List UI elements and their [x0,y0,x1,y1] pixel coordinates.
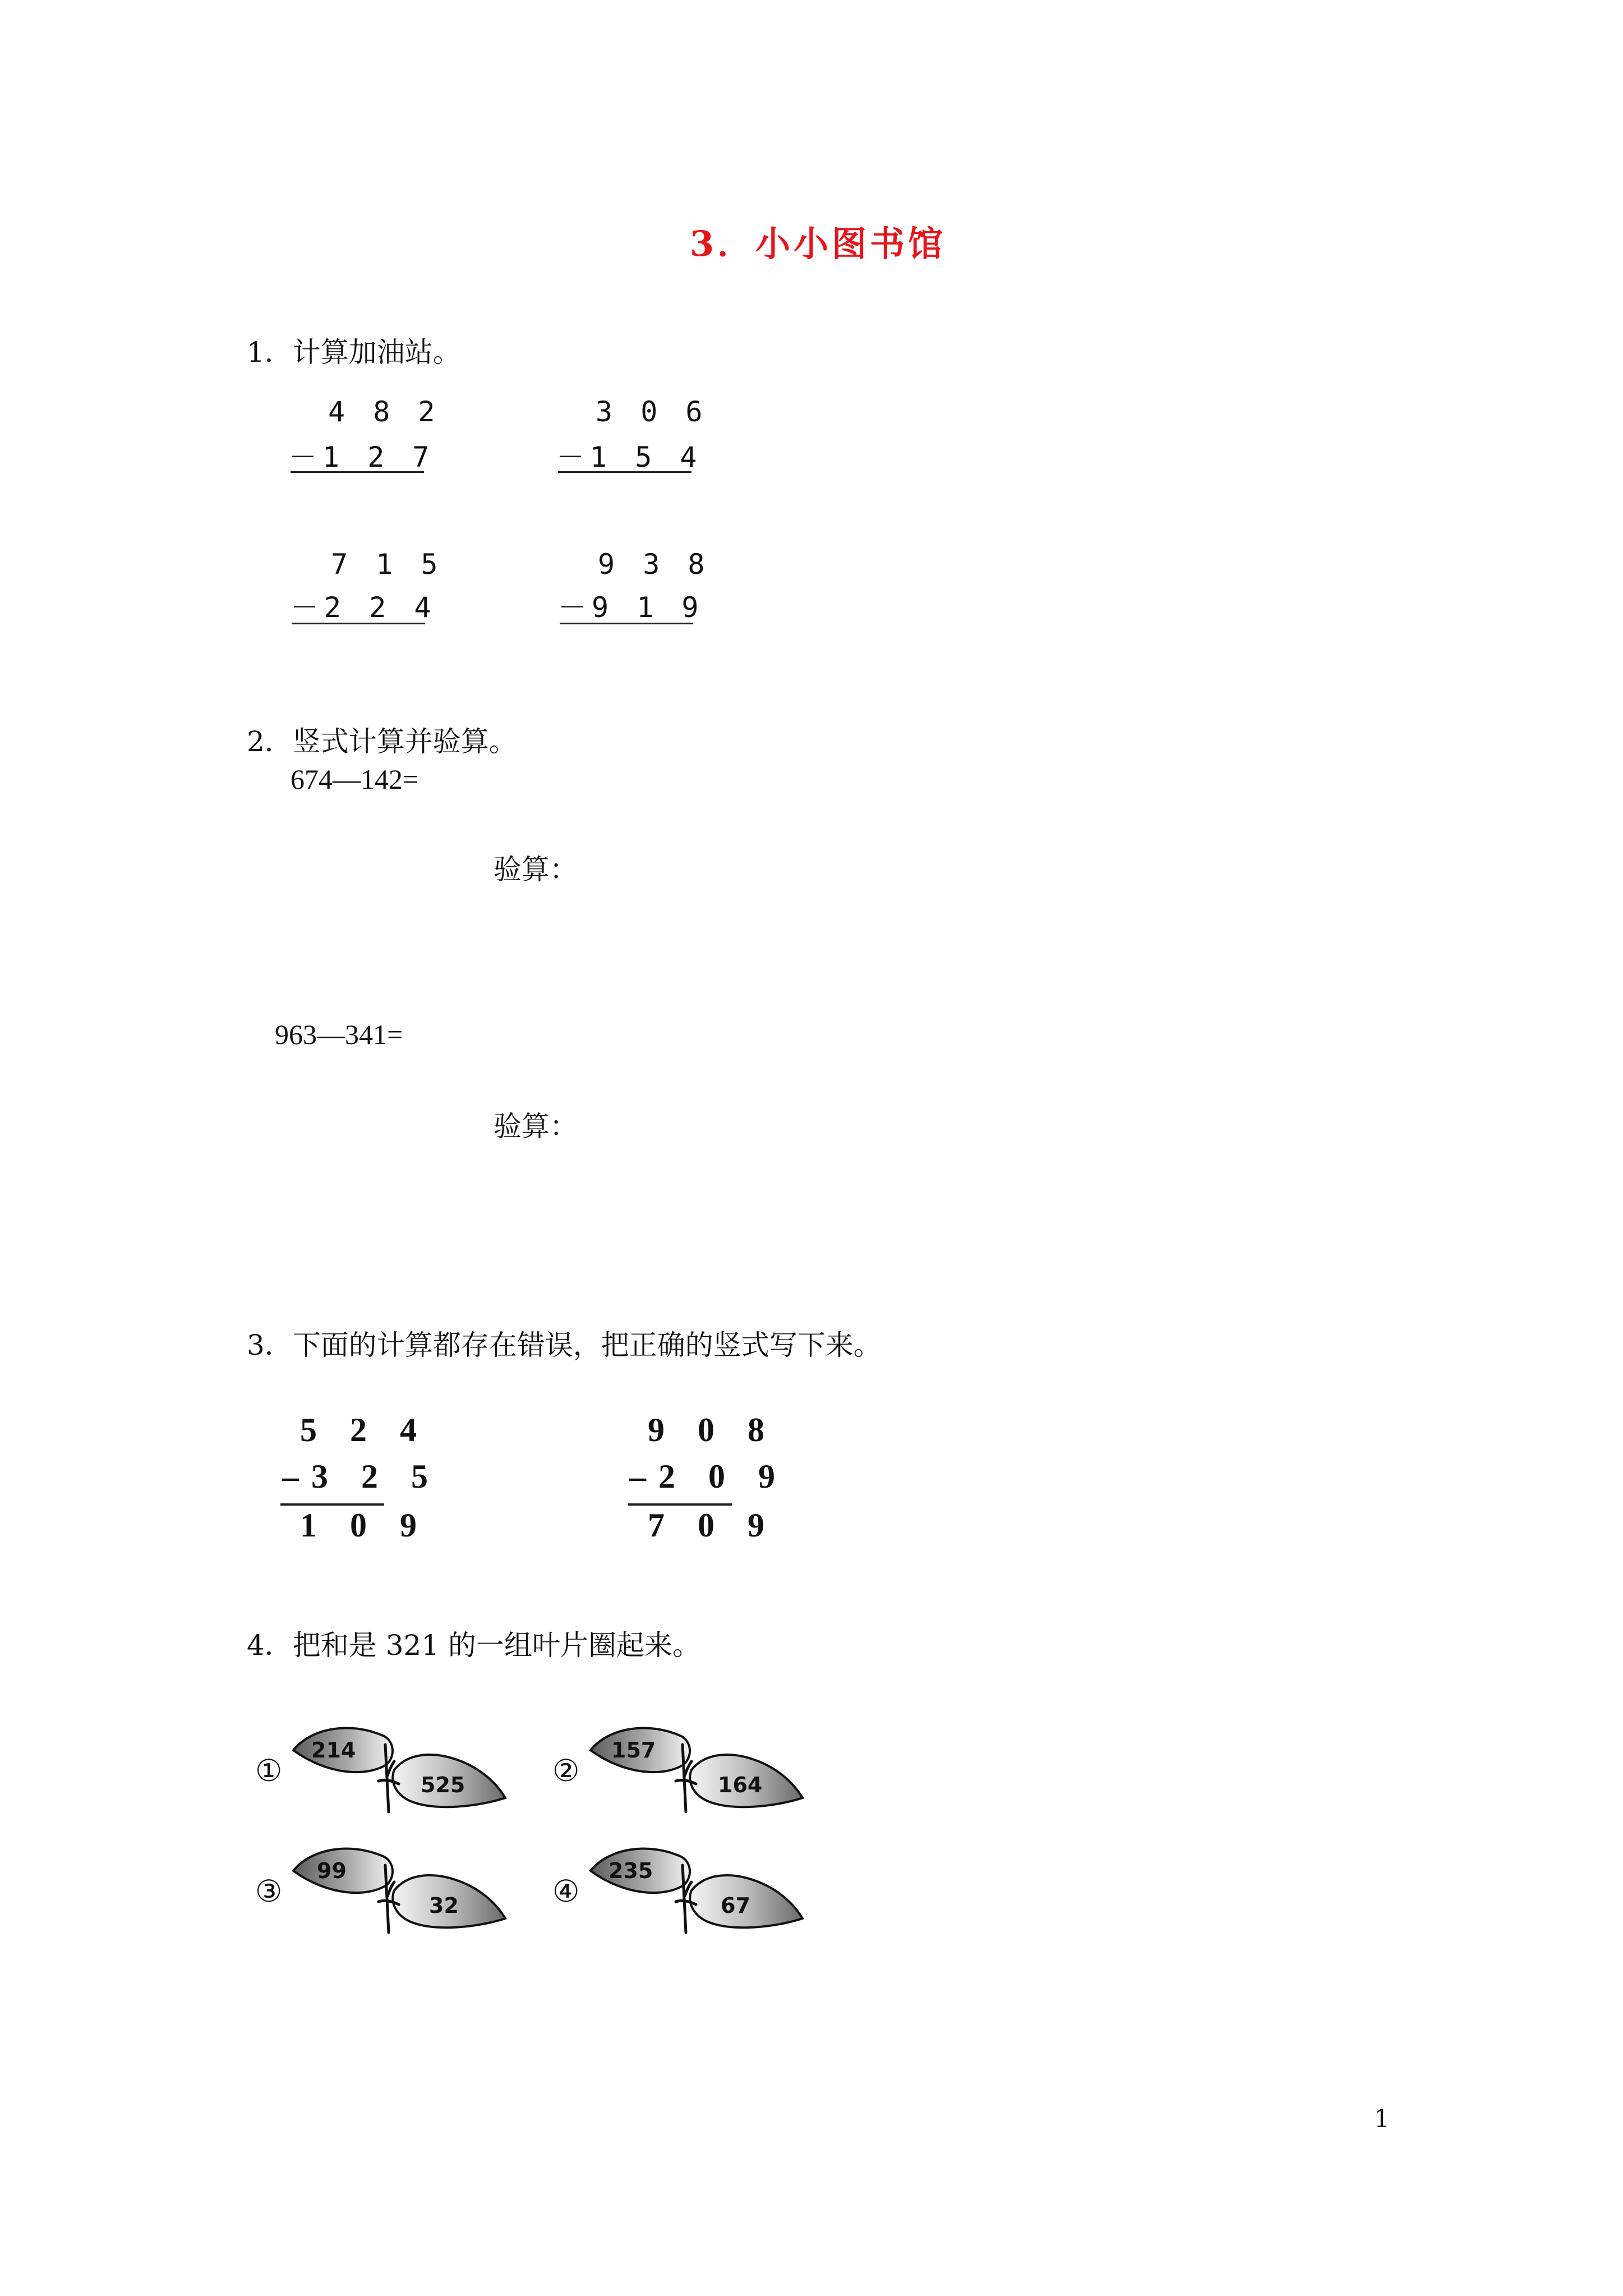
q2-check-2-label: 验算： [494,1110,578,1143]
leaf-pair-1-left-value: 214 [311,1738,356,1763]
leaf-pair-4-left-value: 235 [608,1858,653,1883]
question-4-label: 4．把和是 321 的一组叶片圈起来。 [247,1629,701,1662]
q1-problem-2-rule [558,471,691,473]
leaf-pair-2-left-value: 157 [611,1738,656,1763]
leaf-pair-3-drawing [289,1843,513,1938]
q3-problem-2-rule [628,1503,732,1506]
question-3-label: 3．下面的计算都存在错误，把正确的竖式写下来。 [247,1329,882,1361]
leaf-pair-2-drawing [586,1722,810,1818]
q1-problem-3-bottom: －2 2 4 [291,591,437,624]
leaf-pair-3-mark: ③ [255,1874,283,1909]
q2-expression-2: 963—341= [275,1019,403,1050]
question-2-label: 2．竖式计算并验算。 [247,725,517,758]
q3-problem-2-top: 9 0 8 [648,1411,777,1448]
q3-problem-1-bottom: –3 2 5 [282,1458,440,1495]
q3-problem-1-top: 5 2 4 [300,1411,429,1448]
q1-problem-2-top: 3 0 6 [596,395,708,428]
leaf-pair-3-left-value: 99 [317,1858,347,1883]
q3-problem-1-result: 1 0 9 [300,1507,429,1544]
q1-problem-3-rule [292,623,425,624]
q1-problem-1-top: 4 8 2 [328,395,441,428]
leaf-pair-3[interactable] [255,1843,513,1938]
leaf-pair-1-mark: ① [255,1753,283,1788]
q1-problem-1-bottom: －1 2 7 [289,441,435,473]
leaf-pair-4-right-value: 67 [721,1893,750,1918]
q1-problem-4-rule [560,623,693,624]
leaf-pair-4[interactable] [552,1843,810,1938]
q2-check-1-label: 验算： [494,853,578,886]
leaf-pair-4-mark: ④ [552,1874,580,1909]
q1-problem-4-bottom: －9 1 9 [558,591,704,624]
question-1-label: 1．计算加油站。 [247,336,461,369]
q1-problem-1-rule [291,471,424,473]
leaf-pair-2-right-value: 164 [718,1773,763,1797]
q3-problem-2-result: 7 0 9 [648,1507,777,1544]
q2-expression-1: 674—142= [291,763,419,795]
page-title: 3．小小图书馆 [690,223,947,264]
leaf-pair-1[interactable] [255,1722,513,1818]
q3-problem-2-bottom: –2 0 9 [629,1458,787,1495]
q1-problem-2-bottom: －1 5 4 [556,441,703,473]
leaf-pair-1-drawing [289,1722,513,1818]
q1-problem-3-top: 7 1 5 [331,548,444,581]
q1-problem-4-top: 9 3 8 [598,548,711,581]
leaf-pair-1-right-value: 525 [421,1773,465,1797]
leaf-pair-4-drawing [586,1843,810,1938]
leaf-pair-3-right-value: 32 [429,1893,459,1918]
leaf-pair-2[interactable] [552,1722,810,1818]
leaf-pair-2-mark: ② [552,1753,580,1788]
q3-problem-1-rule [280,1503,384,1506]
page-number: 1 [1374,2105,1390,2133]
